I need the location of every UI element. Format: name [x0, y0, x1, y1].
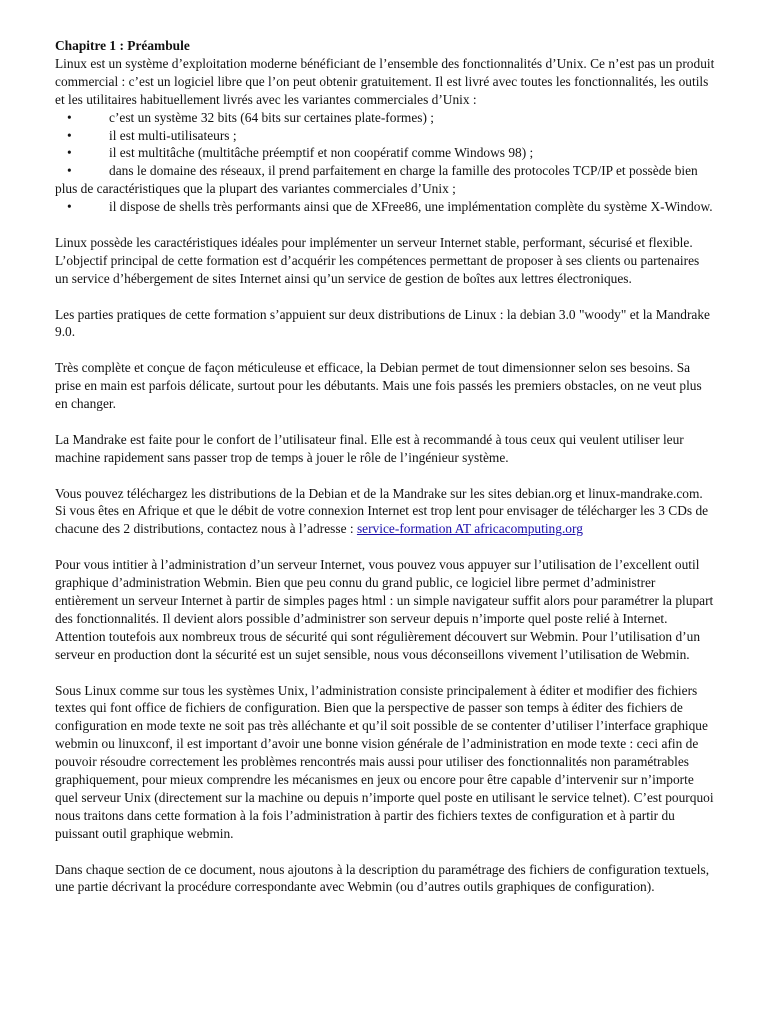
- download-text: Vous pouvez téléchargez les distributions de la Debian et de la Mandrake sur les sites debian.org et linux-mandrake.com. Si vous êtes en Afrique et que le débit de votre connexion Internet est trop lent pour envisager de télécharger les 3 CDs de chacune des 2 distributions, contactez nous à l’adresse :: [55, 485, 709, 537]
- list-item: [19, 127, 715, 145]
- bullet-icon: •: [67, 127, 72, 143]
- bullet-icon: •: [67, 199, 72, 215]
- paragraph-sections: Dans chaque section de ce document, nous ajoutons à la description du paramétrage des fichiers de configuration textuels, une partie décrivant la procédure correspondante avec Webmin (ou d’autres outils graphiques de configuration).: [55, 861, 710, 895]
- paragraph-mandrake: La Mandrake est faite pour le confort de l’utilisateur final. Elle est à recommandé à tous ceux qui veulent utiliser leur machine rapidement sans passer trop de temps à jouer le rôle de l’ingénieur système.: [55, 431, 684, 465]
- chapter-title: Chapitre 1 : Préambule: [55, 38, 190, 53]
- document-page: [55, 37, 715, 914]
- list-item-text: il est multitâche (multitâche préemptif et non coopératif comme Windows 98) ;: [109, 145, 534, 161]
- list-item-text: dans le domaine des réseaux, il prend parfaitement en charge la famille des protocoles TCP/IP et possède bien plus de caractéristiques que la plupart des variantes commerciales d’Unix ;: [55, 163, 698, 197]
- contact-email-link[interactable]: service-formation AT africacomputing.org: [356, 521, 583, 537]
- feature-list: [55, 109, 715, 216]
- list-item: [19, 109, 715, 127]
- list-item-text: c’est un système 32 bits (64 bits sur certaines plate-formes) ;: [109, 109, 435, 125]
- paragraph-download: [55, 485, 715, 539]
- intro-paragraph: Linux est un système d’exploitation moderne bénéficiant de l’ensemble des fonctionnalités d’Unix. Ce n’est pas un produit commercial : c’est un logiciel libre que l’on peut obtenir gratuitement. Il est livré avec toutes les fonctionnalités, les outils et les utilitaires habituellement livrés avec les variantes commerciales d’Unix :: [55, 55, 715, 107]
- list-item: [19, 198, 715, 216]
- bullet-icon: •: [67, 145, 72, 161]
- paragraph-distributions: Les parties pratiques de cette formation s’appuient sur deux distributions de Linux : la debian 3.0 "woody" et la Mandrake 9.0.: [55, 306, 710, 340]
- list-item: [19, 144, 715, 162]
- list-item: [19, 162, 715, 198]
- bullet-icon: •: [67, 109, 72, 125]
- paragraph-text-admin: Sous Linux comme sur tous les systèmes Unix, l’administration consiste principalement à éditer et modifier des fichiers textes qui font office de fichiers de configuration. Bien que la perspective de passer son temps à éditer des fichiers de configuration en mode texte ne soit pas très alléchante et qu’il soit possible de se contenter d’utiliser l’interface graphique webmin ou linuxconf, il est important d’avoir une bonne vision générale de l’administration en mode texte : ceci afin de pouvoir résoudre correctement les problèmes rencontrés mais aussi pour utiliser des fonctionnalités non paramétrables graphiquement, pour mieux comprendre les mécanismes en jeux ou encore pour être capable d’intervenir sur n’importe quel serveur Unix (directement sur la machine ou depuis n’importe quel poste en utilisant le service telnet). C’est pourquoi nous traitons dans cette formation à la fois l’administration à partir des fichiers textes de configuration et à partir du puissant outil graphique webmin.: [55, 682, 714, 841]
- paragraph-webmin: Pour vous intitier à l’administration d’un serveur Internet, vous pouvez vous appuyer sur l’utilisation de l’excellent outil graphique d’administration Webmin. Bien que peu connu du grand public, ce logiciel libre permet d’administrer entièrement un serveur Internet à partir de simples pages html : un simple navigateur suffit alors pour paramétrer la plupart des fonctionnalités. Il devient alors possible d’administrer son serveur depuis n’importe quel poste relié à Internet. Attention toutefois aux nombreux trous de sécurité qui sont régulièrement découvert sur Webmin. Pour l’utilisation d’un serveur en production dont la sécurité est un sujet sensible, nous vous déconseillons vivement l’utilisation de Webmin.: [55, 557, 714, 662]
- paragraph-debian: Très complète et conçue de façon méticuleuse et efficace, la Debian permet de tout dimensionner selon ses besoins. Sa prise en main est parfois délicate, surtout pour les débutants. Mais une fois passés les premiers obstacles, on ne veut plus en changer.: [55, 360, 702, 412]
- paragraph-linux-server: Linux possède les caractéristiques idéales pour implémenter un serveur Internet stable, performant, sécurisé et flexible. L’objectif principal de cette formation est d’acquérir les compétences permettant de proposer à ses clients ou partenaires un service d’hébergement de sites Internet ainsi qu’un service de gestion de boîtes aux lettres électroniques.: [55, 234, 700, 286]
- list-item-text: il est multi-utilisateurs ;: [109, 127, 237, 143]
- bullet-icon: •: [67, 163, 72, 179]
- list-item-text: il dispose de shells très performants ainsi que de XFree86, une implémentation complète du système X-Window.: [109, 199, 713, 215]
